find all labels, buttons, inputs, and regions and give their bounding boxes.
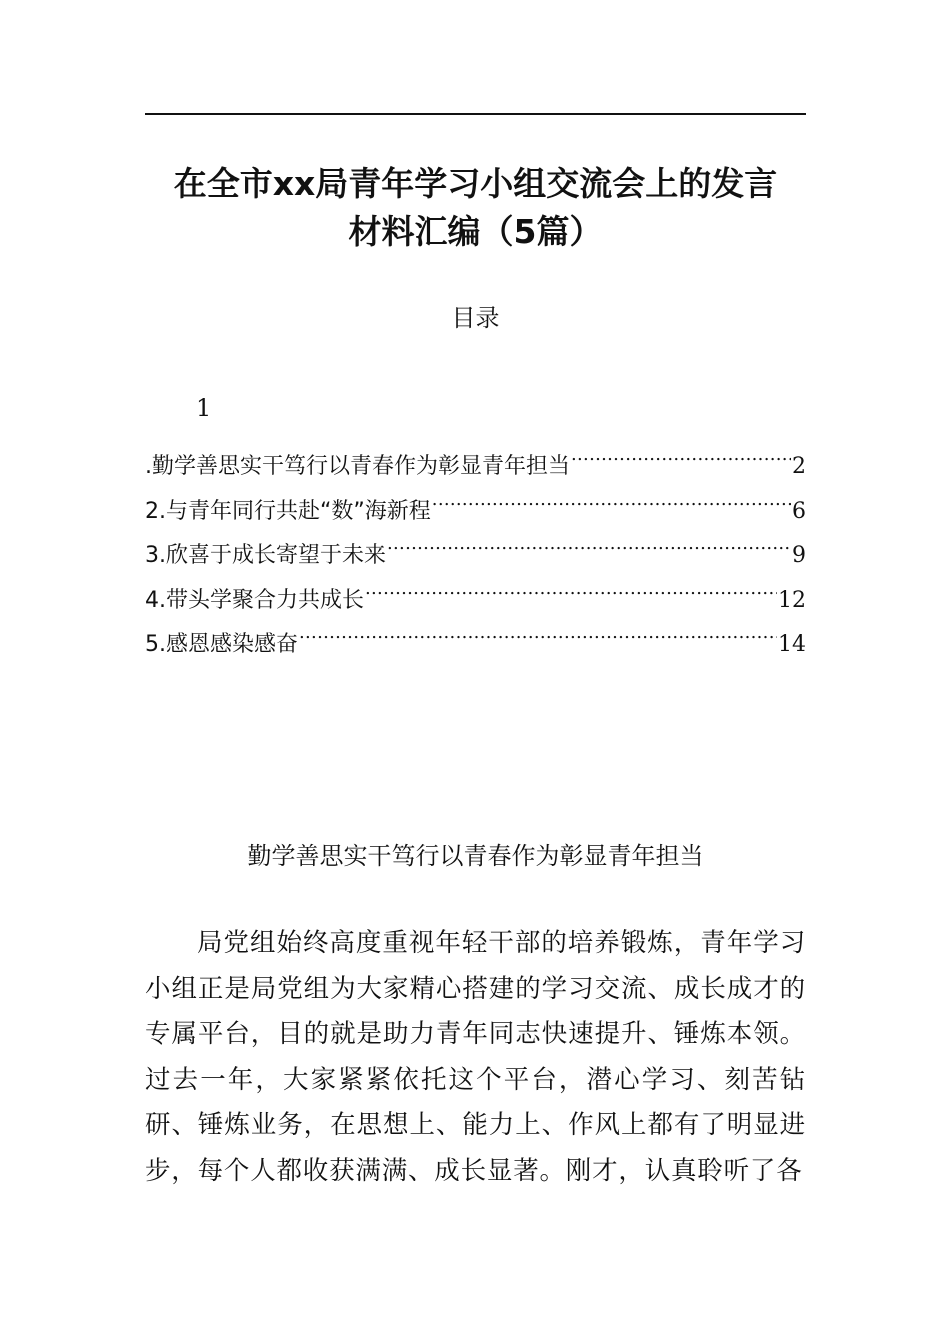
toc-entry-label: 2.与青年同行共赴“数”海新程: [145, 498, 431, 524]
toc-entry-page: 9: [792, 543, 806, 568]
document-title-line-2: 材料汇编（5篇）: [348, 212, 603, 251]
toc-dot-leader: [387, 522, 791, 562]
toc-entry-label: .勤学善思实干笃行以青春作为彰显青年担当: [145, 454, 570, 479]
toc-heading: 目录: [451, 304, 500, 332]
toc-entry-page: 12: [778, 587, 806, 613]
toc-dot-leader: [571, 433, 791, 473]
body-paragraph: 局党组始终高度重视年轻干部的培养锻炼，青年学习小组正是局党组为大家精心搭建的学习交流、成长成才的专属平台，目的就是助力青年同志快速提升、锤炼本领。过去一年，大家紧紧依托这个平台，潜心学习、刻苦钻研、锤炼业务，在思想上、能力上、作风上都有了明显进步，每个人都收获满满、成长显著。刚才，认真聆听了各: [145, 928, 806, 1186]
toc-entry-page: 6: [792, 498, 806, 524]
toc-dot-leader: [432, 478, 791, 518]
section-title: 勤学善思实干笃行以青春作为彰显青年担当: [247, 842, 704, 870]
document-title-line-1: 在全市xx局青年学习小组交流会上的发言: [173, 164, 778, 203]
toc-dot-leader: [299, 611, 777, 651]
toc-entry-label: 3.欣喜于成长寄望于未来: [145, 543, 386, 568]
toc-first-number: 1: [196, 394, 212, 422]
toc-entry-page: 2: [792, 454, 806, 479]
toc-entry-label: 5.感恩感染感奋: [145, 632, 298, 657]
toc-dot-leader: [365, 567, 777, 607]
header-rule: [145, 113, 806, 115]
toc-entry-1[interactable]: [145, 433, 806, 478]
toc-entry-label: 4.带头学聚合力共成长: [145, 587, 364, 613]
table-of-contents: [145, 433, 806, 656]
toc-entry-page: 14: [778, 632, 806, 657]
document-title: [145, 160, 806, 256]
